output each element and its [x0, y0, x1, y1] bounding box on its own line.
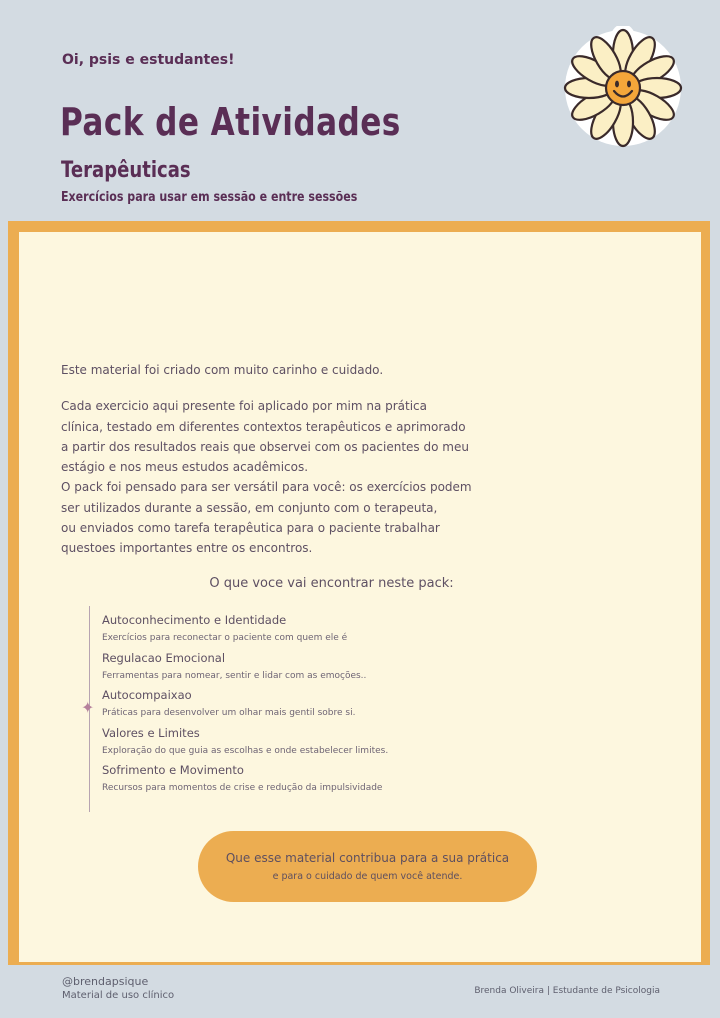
intro-line: estágio e nos meus estudos acadêmicos.: [61, 460, 309, 475]
list-item-title: Autoconhecimento e Identidade: [102, 613, 287, 627]
list-item-desc: Exploração do que guia as escolhas e onde estabelecer limites.: [102, 745, 389, 756]
list-item-desc: Recursos para momentos de crise e redução da impulsividade: [102, 783, 383, 793]
greeting: Oi, psis e estudantes!: [62, 52, 235, 68]
pack-heading: O que voce vai encontrar neste pack:: [209, 576, 454, 591]
intro-line: clínica, testado em diferentes contextos terapêuticos e aprimorado: [61, 419, 466, 434]
list-item-desc: Práticas para desenvolver um olhar mais gentil sobre si.: [102, 708, 356, 718]
intro-line: O pack foi pensado para ser versátil para você: os exercícios podem: [61, 480, 472, 495]
intro-line: ser utilizados durante a sessão, em conjunto com o terapeuta,: [61, 500, 438, 515]
intro-line: Cada exercicio aqui presente foi aplicado por mim na prática: [61, 399, 428, 414]
intro-line: questoes importantes entre os encontros.: [61, 541, 313, 556]
list-item-desc: Exercícios para reconectar o paciente com quem ele é: [102, 633, 348, 643]
smiling-daisy-icon: [558, 26, 688, 150]
social-handle: @brendapsique: [62, 975, 149, 988]
closing-message: [198, 831, 537, 902]
list-item-title: Regulacao Emocional: [102, 650, 226, 665]
list-item: [102, 688, 522, 726]
list-item: [102, 726, 522, 764]
list-item: [102, 651, 522, 689]
tagline: Exercícios para usar em sessão e entre sessões: [61, 190, 358, 205]
intro-line: a partir dos resultados reais que observei com os pacientes do meu: [61, 439, 469, 454]
sparkle-icon: ✦: [81, 698, 95, 717]
list-item: [102, 613, 522, 651]
pack-item-list: [102, 613, 522, 801]
author-credit: Brenda Oliveira | Estudante de Psicologia: [474, 986, 660, 996]
page-subtitle: Terapêuticas: [61, 158, 191, 183]
list-item-title: Valores e Limites: [102, 725, 200, 740]
usage-note: Material de uso clínico: [62, 990, 175, 1001]
intro-lead: Este material foi criado com muito carinho e cuidado.: [61, 363, 384, 377]
list-item: [102, 763, 522, 801]
list-item-title: Sofrimento e Movimento: [102, 763, 244, 777]
closing-main: Que esse material contribua para a sua prática: [225, 851, 510, 865]
intro-line: ou enviados como tarefa terapêutica para o paciente trabalhar: [61, 521, 440, 536]
intro-text: [61, 360, 501, 559]
list-item-desc: Ferramentas para nomear, sentir e lidar com as emoções..: [102, 670, 367, 681]
closing-sub: e para o cuidado de quem você atende.: [272, 871, 463, 882]
list-item-title: Autocompaixao: [102, 688, 192, 702]
page-title: Pack de Atividades: [60, 100, 401, 144]
